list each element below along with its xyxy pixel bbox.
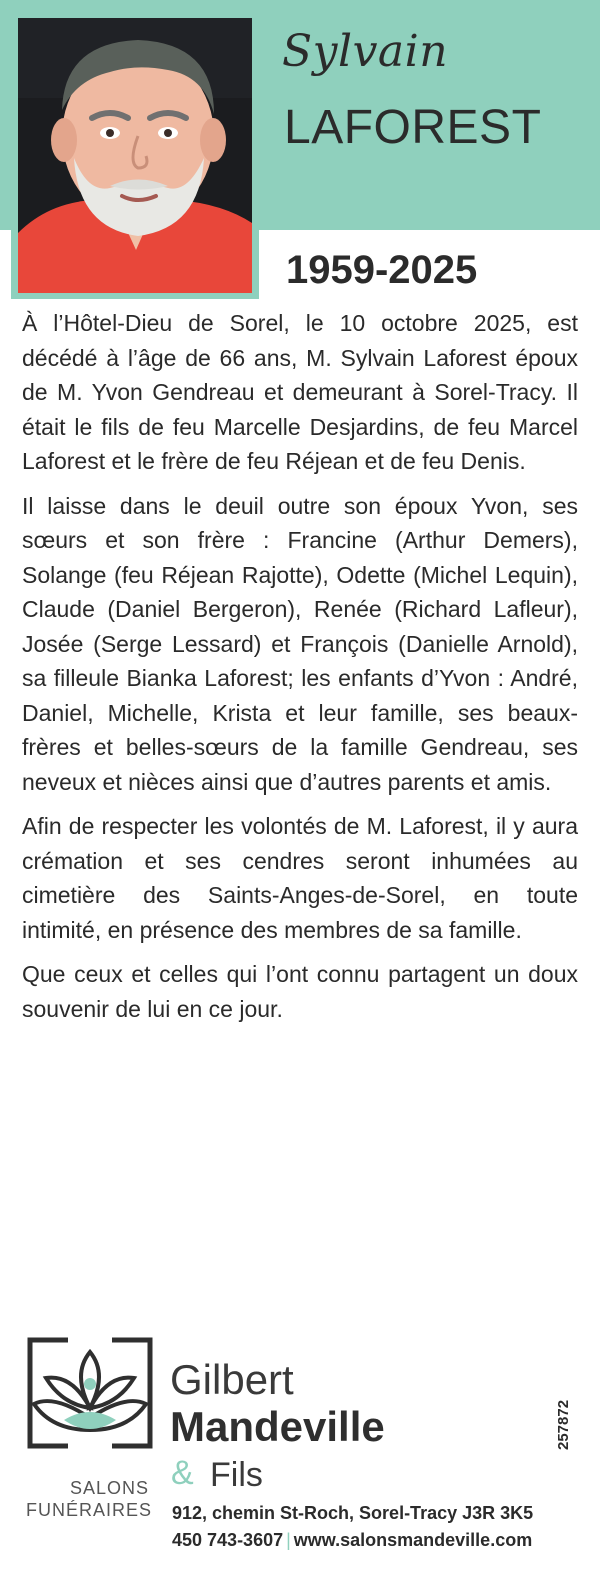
- first-name: Sylvain: [282, 26, 449, 77]
- lotus-logo-icon: [24, 1334, 156, 1452]
- portrait-photo: [18, 18, 252, 293]
- brand-name-line1: Gilbert: [170, 1356, 294, 1403]
- paragraph: Il laisse dans le deuil outre son époux Yvon, ses sœurs et son frère : Francine (Arthur Demers), Solange (feu Réjean Rajotte), Odette (Michel Lequin), Claude (Daniel Bergeron), Renée (Richard Lafleur), Josée (Serge Lessard) et François (Danielle Arnold), sa filleule Bianka Laforest; les enfants d’Yvon : André, Daniel, Michelle, Krista et leur famille, ses beaux-frères et belles-sœurs de la famille Gendreau, ses neveux et nièces ainsi que d’autres parents et amis.: [22, 492, 578, 795]
- paragraph: Afin de respecter les volontés de M. Laforest, il y aura crémation et ses cendres seront inhumées au cimetière des Saints-Anges-de-Sorel, en toute intimité, en présence des membres de sa famille.: [22, 813, 578, 943]
- separator: |: [286, 1530, 291, 1550]
- life-years: 1959-2025: [286, 248, 478, 292]
- obituary-text: [22, 306, 578, 1036]
- phone-number: 450 743-3607: [172, 1530, 284, 1550]
- funeraires-label: FUNÉRAIRES: [26, 1500, 153, 1520]
- brand-ampersand: &: [171, 1454, 194, 1492]
- brand-name-line2: Mandeville: [170, 1403, 385, 1450]
- reference-number: 257872: [555, 1399, 572, 1450]
- brand-name-line3: Fils: [210, 1456, 263, 1494]
- paragraph: Que ceux et celles qui l’ont connu partagent un doux souvenir de lui en ce jour.: [22, 961, 578, 1022]
- website-link[interactable]: www.salonsmandeville.com: [293, 1530, 533, 1550]
- salons-label: SALONS: [70, 1478, 150, 1498]
- funeral-home-contact: [172, 1530, 532, 1551]
- last-name: LAFOREST: [284, 101, 542, 154]
- funeral-home-address: 912, chemin St-Roch, Sorel-Tracy J3R 3K5: [172, 1503, 534, 1523]
- paragraph: À l’Hôtel-Dieu de Sorel, le 10 octobre 2025, est décédé à l’âge de 66 ans, M. Sylvain Laforest époux de M. Yvon Gendreau et demeurant à Sorel-Tracy. Il était le fils de feu Marcelle Desjardins, de feu Marcel Laforest et le frère de feu Réjean et de feu Denis.: [22, 310, 578, 474]
